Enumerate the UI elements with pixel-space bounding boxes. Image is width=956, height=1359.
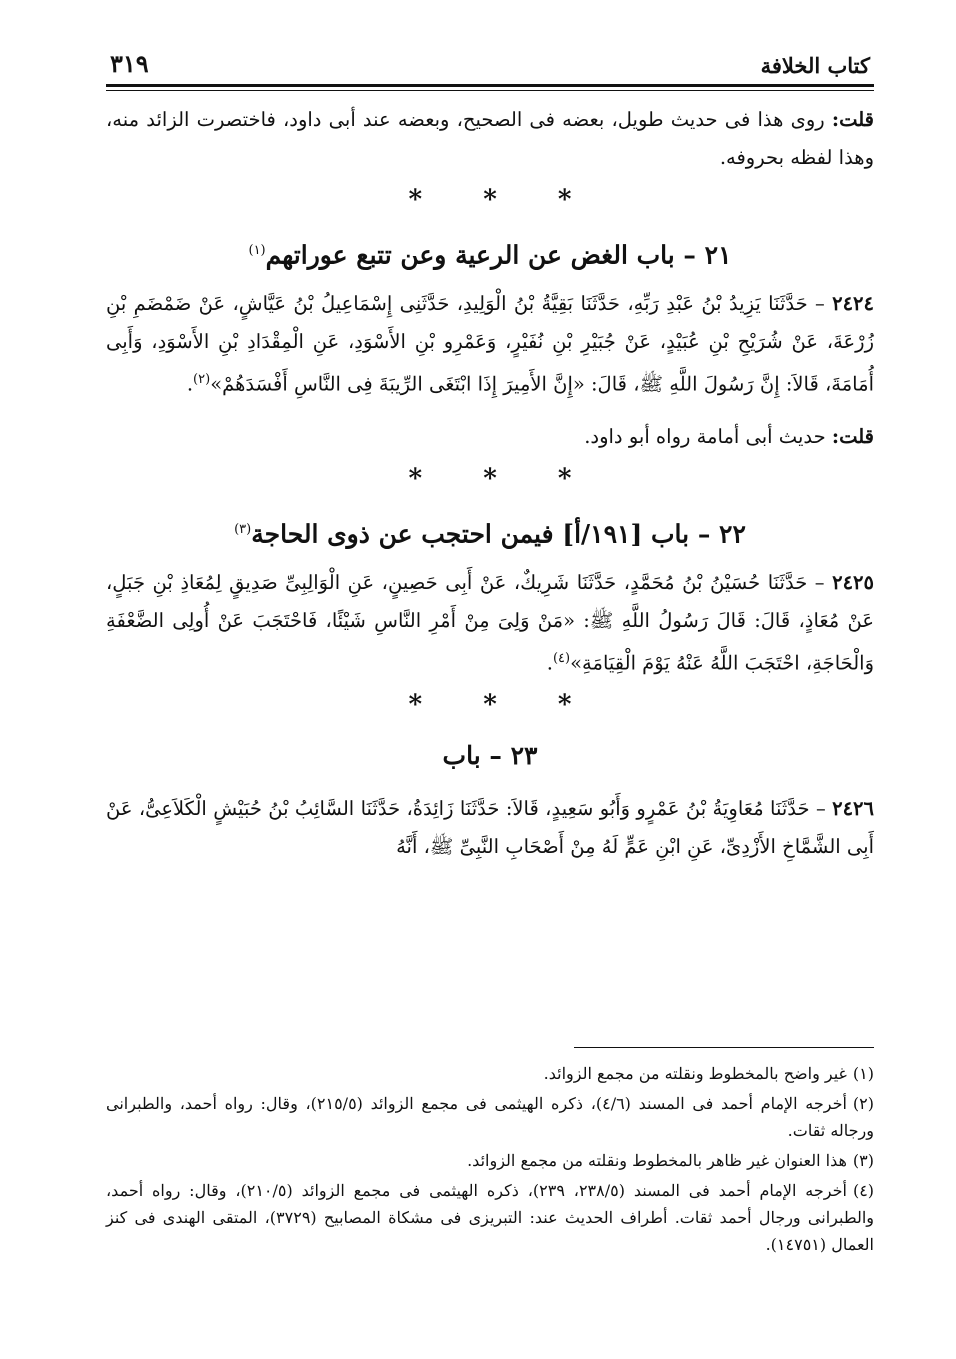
hadith-text: – حَدَّثَنَا مُعَاوِيَةُ بْنُ عَمْرٍو وَأَبُو سَعِيدٍ، قَالاَ: حَدَّثَنَا زَائِدَةُ، حَدَّثَنَا السَّائِبُ بْنُ حُبَيْشٍ الْكَلاَعِىُّ، عَنْ أَبِى الشَّمَّاخِ الأَزْدِىِّ، عَنِ ابْنِ عَمٍّ لَهُ مِنْ أَصْحَابِ النَّبِىِّ ﷺ، أَنَّهُ — [106, 797, 874, 858]
footnote-text: هذا العنوان غير ظاهر بالمخطوط ونقلته من مجمع الزوائد. — [467, 1151, 847, 1170]
hadith-number: ٢٤٢٦ — [832, 797, 874, 820]
header-rule-thick — [106, 84, 874, 87]
hadith-2424 — [106, 285, 874, 404]
footnote-text: غير واضح بالمخطوط ونقلته من مجمع الزوائد. — [543, 1064, 847, 1083]
chapter-title: ٢١ – باب الغض عن الرعية وعن تتبع عوراتهم — [265, 240, 732, 270]
footnote-reference: (٤) — [552, 650, 571, 666]
qult-paragraph-1 — [106, 101, 874, 177]
qult-label: قلت: — [831, 424, 874, 448]
footnote-separator — [574, 1047, 874, 1048]
section-separator: * * * — [408, 690, 598, 720]
footnote-reference: (٢) — [193, 372, 211, 387]
section-separator: * * * — [408, 185, 598, 215]
chapter-title: ٢٢ – باب [١٩١/أ] فيمن احتجب عن ذوى الحاجة — [251, 518, 746, 548]
qult-paragraph-2 — [106, 418, 874, 456]
header-rule-thin — [106, 90, 874, 91]
footnote-marker: (٣) — [852, 1151, 874, 1170]
footnotes — [106, 1060, 874, 1261]
footnote-reference: (١) — [248, 243, 266, 258]
hadith-end: . — [546, 651, 553, 674]
footnote-4 — [106, 1177, 874, 1258]
footnote-marker: (٢) — [852, 1094, 874, 1113]
page-header — [106, 38, 874, 78]
running-title: كتاب الخلافة — [760, 53, 870, 78]
chapter-heading-22 — [106, 506, 874, 554]
footnote-text: أخرجه الإمام أحمد فى المسند (٤/٦)، ذكره الهيثمى فى مجمع الزوائد (٢١٥/٥)، وقال: رواه أحمد، والطبرانى ورجاله ثقات. — [106, 1094, 874, 1140]
hadith-number: ٢٤٢٥ — [832, 570, 874, 594]
hadith-end: . — [186, 372, 194, 396]
hadith-text: – حَدَّثَنَا حُسَيْنُ بْنُ مُحَمَّدٍ، حَدَّثَنَا شَرِيكٌ، عَنْ أَبِى حَصِينٍ، عَنِ الْوَالِبِىِّ صَدِيقٍ لِمُعَاذِ بْنِ جَبَلٍ، عَنْ مُعَاذٍ، قَالَ: قَالَ رَسُولُ اللَّهِ ﷺ: «مَنْ وَلِىَ مِنْ أَمْرِ النَّاسِ شَيْئًا، فَاحْتَجَبَ عَنْ أُولِى الضَّعْفَةِ وَالْحَاجَةِ، احْتَجَبَ اللَّهُ عَنْهُ يَوْمَ الْقِيَامَةِ» — [106, 570, 874, 674]
footnote-1 — [106, 1060, 874, 1087]
qult-text: حديث أبى أمامة رواه أبو داود. — [584, 424, 832, 448]
hadith-number: ٢٤٢٤ — [832, 292, 874, 315]
footnote-3 — [106, 1147, 874, 1174]
footnote-marker: (١) — [852, 1064, 874, 1083]
footnote-2 — [106, 1090, 874, 1144]
chapter-title: ٢٣ – باب — [442, 741, 538, 770]
footnote-reference: (٣) — [234, 521, 252, 537]
page-number: ٣١٩ — [110, 49, 149, 78]
chapter-heading-21 — [106, 227, 874, 275]
section-separator: * * * — [408, 463, 598, 494]
hadith-text: – حَدَّثَنَا يَزِيدُ بْنُ عَبْدِ رَبِّهِ، حَدَّثَنَا بَقِيَّةُ بْنُ الْوَلِيدِ، حَدَّثَنِى إِسْمَاعِيلُ بْنُ عَيَّاشٍ، عَنْ ضَمْضَمِ بْنِ زُرْعَةَ، عَنْ شُرَيْحِ بْنِ عُبَيْدٍ، عَنْ جُبَيْرِ بْنِ نُفَيْرٍ، وَعَمْرِو بْنِ الأَسْوَدِ، عَنِ الْمِقْدَادِ بْنِ الأَسْوَدِ، وَأَبِى أُمَامَةَ، قَالاَ: إِنَّ رَسُولَ اللَّهِ ﷺ، قَالَ: «إِنَّ الأَمِيرَ إِذَا ابْتَغَى الرِّيبَةَ فِى النَّاسِ أَفْسَدَهُمْ» — [106, 292, 874, 396]
footnote-text: أخرجه الإمام أحمد فى المسند (٢٣٨/٥، ٢٣٩)، ذكره الهيثمى فى مجمع الزوائد (٢١٠/٥)، وقال: رواه أحمد، والطبرانى ورجال أحمد ثقات. أطراف الحديث عند: التبريزى فى مشكاة المصابيح (٣٧٢٩)، المتقى الهندى فى كنز العمال (١٤٧٥١). — [106, 1181, 874, 1254]
qult-text: روى هذا فى حديث طويل، بعضه فى الصحيح، وبعضه عند أبى داود، فاختصرت الزائد منه، وهذا لفظه بحروفه. — [106, 108, 874, 169]
footnote-marker: (٤) — [852, 1181, 875, 1200]
qult-label: قلت: — [831, 108, 874, 131]
hadith-2425 — [106, 564, 874, 683]
chapter-heading-23 — [106, 732, 874, 780]
hadith-2426 — [106, 790, 874, 866]
